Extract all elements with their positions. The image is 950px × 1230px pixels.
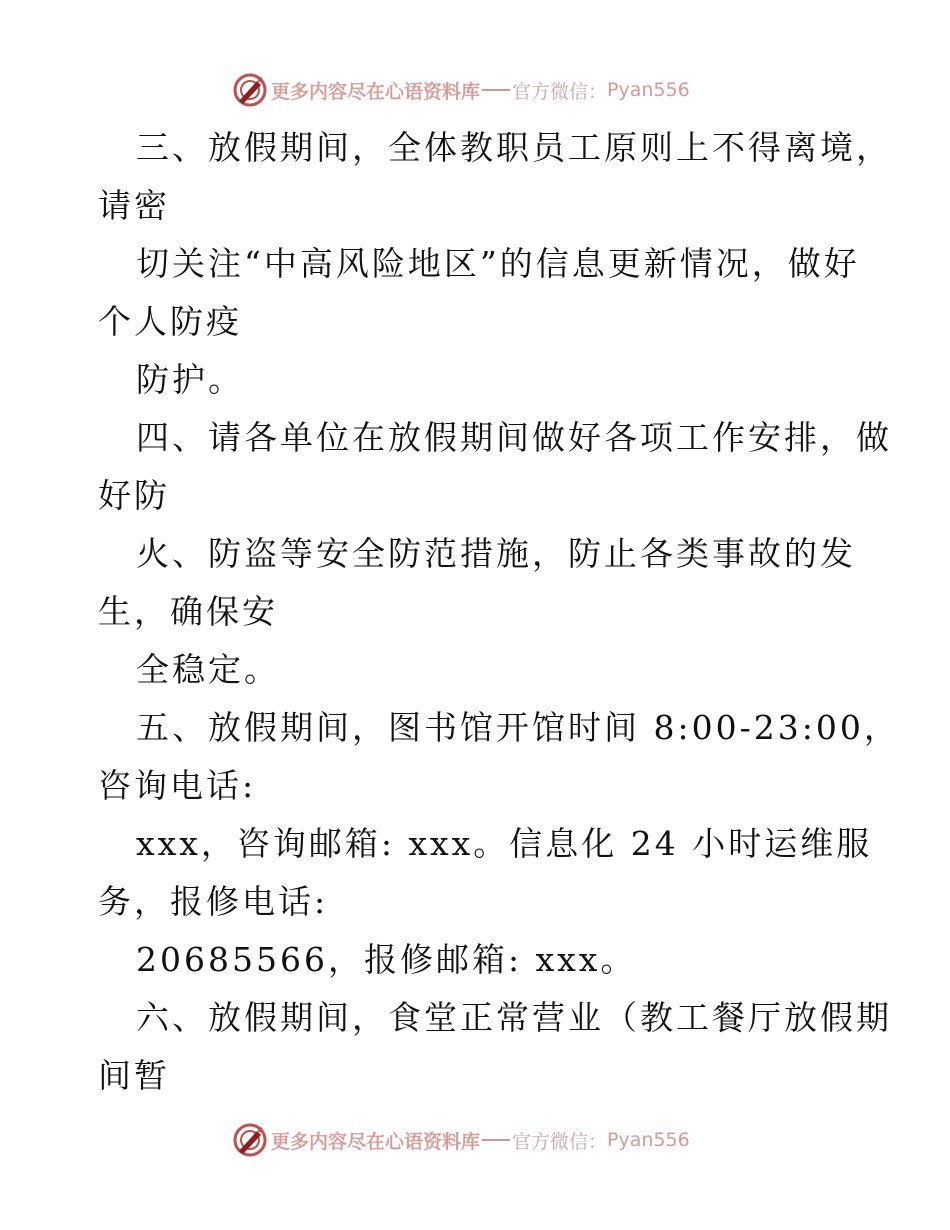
text-line: 火、防盗等安全防范措施，防止各类事故的发 xyxy=(136,534,856,573)
header-watermark xyxy=(233,73,690,107)
text-line: 全稳定。 xyxy=(136,650,280,689)
brand-logo-icon xyxy=(233,1123,267,1157)
text-line: 切关注“中高风险地区”的信息更新情况，做好 xyxy=(136,244,860,283)
text-line: 五、放假期间，图书馆开馆时间 8:00-23:00， xyxy=(136,708,900,747)
text-line: 个人防疫 xyxy=(98,302,242,341)
brand-logo-icon xyxy=(233,73,267,107)
text-line: xxx，咨询邮箱: xxx。信息化 24 小时运维服 xyxy=(136,824,873,863)
watermark-brand: 更多内容尽在心语资料库 xyxy=(271,1130,481,1153)
text-line: 间暂 xyxy=(98,1056,170,1095)
text-line: 务，报修电话: xyxy=(98,882,329,921)
watermark-dash xyxy=(482,1139,510,1141)
watermark-wechat-id: Pyan556 xyxy=(607,79,690,101)
watermark-wechat-id: Pyan556 xyxy=(607,1129,690,1151)
text-line: 防护。 xyxy=(136,360,244,399)
text-line: 三、放假期间，全体教职员工原则上不得离境， xyxy=(136,128,892,167)
text-line: 六、放假期间，食堂正常营业（教工餐厅放假期 xyxy=(136,998,892,1037)
text-line: 生，确保安 xyxy=(98,592,278,631)
watermark-official: 官方微信： xyxy=(512,1130,608,1153)
footer-watermark xyxy=(233,1123,690,1157)
text-line: 好防 xyxy=(98,476,170,515)
watermark-dash xyxy=(482,89,510,91)
text-line: 四、请各单位在放假期间做好各项工作安排，做 xyxy=(136,418,892,457)
watermark-brand: 更多内容尽在心语资料库 xyxy=(271,80,481,103)
text-line: 请密 xyxy=(98,186,170,225)
text-line: 20685566，报修邮箱: xxx。 xyxy=(136,940,637,979)
text-line: 咨询电话: xyxy=(98,766,257,805)
watermark-official: 官方微信： xyxy=(512,80,608,103)
